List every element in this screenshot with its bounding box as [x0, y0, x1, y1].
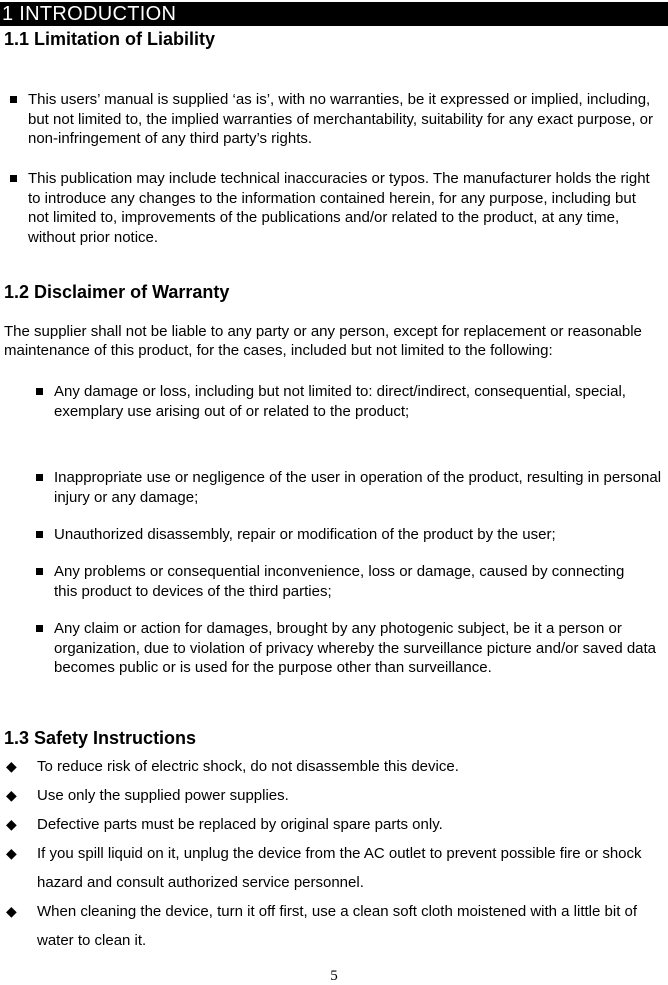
square-bullet-icon [10, 96, 17, 103]
disclaimer-intro: The supplier shall not be liable to any party or any person, except for replacement or reasonable maintenance of this product, for the cases, included but not limited to the following: [4, 323, 642, 359]
square-bullet-icon [36, 531, 43, 538]
list-item-text: Any problems or consequential inconvenience, loss or damage, caused by connecting this product to devices of the third parties; [54, 563, 625, 600]
section-title-limitation: 1.1 Limitation of Liability [4, 29, 216, 49]
list-item-text: Any claim or action for damages, brought by any photogenic subject, be it a person or organization, due to violation of privacy whereby the surveillance picture and/or saved data becomes public or is used for the purpose other than surveillance. [54, 620, 657, 676]
diamond-bullet-icon: ◆ [6, 903, 17, 919]
list-item [10, 90, 666, 149]
list-item-text: When cleaning the device, turn it off first, use a clean soft cloth moistened with a little bit of water to clean it. [37, 903, 638, 949]
square-bullet-icon [36, 474, 43, 481]
diamond-bullet-icon: ◆ [6, 816, 17, 832]
diamond-bullet-icon: ◆ [6, 845, 17, 861]
list-item [0, 839, 668, 897]
list-item [0, 810, 668, 839]
list-item [36, 562, 636, 601]
list-item-text: This users’ manual is supplied ‘as is’, with no warranties, be it expressed or implied, including, but not limited to, the implied warranties of merchantability, suitability for any exact purpose, or non-infringement of any third party’s rights. [28, 91, 654, 147]
section-title-disclaimer: 1.2 Disclaimer of Warranty [4, 282, 230, 302]
list-item [0, 781, 668, 810]
list-item [36, 619, 664, 678]
square-bullet-icon [36, 568, 43, 575]
section-title-safety: 1.3 Safety Instructions [4, 728, 197, 748]
list-item-text: If you spill liquid on it, unplug the device from the AC outlet to prevent possible fire or shock hazard and consult authorized service personnel. [37, 845, 642, 891]
square-bullet-icon [36, 388, 43, 395]
list-item-text: To reduce risk of electric shock, do not disassemble this device. [37, 758, 459, 775]
list-item-text: Use only the supplied power supplies. [37, 787, 289, 804]
square-bullet-icon [36, 625, 43, 632]
square-bullet-icon [10, 175, 17, 182]
list-item [36, 468, 666, 507]
diamond-bullet-icon: ◆ [6, 787, 17, 803]
list-item-text: Defective parts must be replaced by original spare parts only. [37, 816, 443, 833]
list-item-text: Inappropriate use or negligence of the user in operation of the product, resulting in personal injury or any damage; [54, 469, 662, 506]
list-item [10, 169, 650, 247]
list-item-text: This publication may include technical inaccuracies or typos. The manufacturer holds the right to introduce any changes to the information contained herein, for any purpose, including but not limited to, improvements of the publications and/or related to the product, at any time, without prior notice. [28, 170, 650, 246]
list-item-text: Any damage or loss, including but not limited to: direct/indirect, consequential, special, exemplary use arising out of or related to the product; [54, 383, 626, 420]
list-item [0, 752, 668, 781]
list-item [36, 525, 666, 545]
page-number: 5 [330, 968, 338, 984]
list-item [36, 382, 666, 421]
list-item [0, 897, 668, 955]
diamond-bullet-icon: ◆ [6, 758, 17, 774]
chapter-title: 1 INTRODUCTION [0, 2, 668, 26]
list-item-text: Unauthorized disassembly, repair or modification of the product by the user; [54, 526, 556, 543]
